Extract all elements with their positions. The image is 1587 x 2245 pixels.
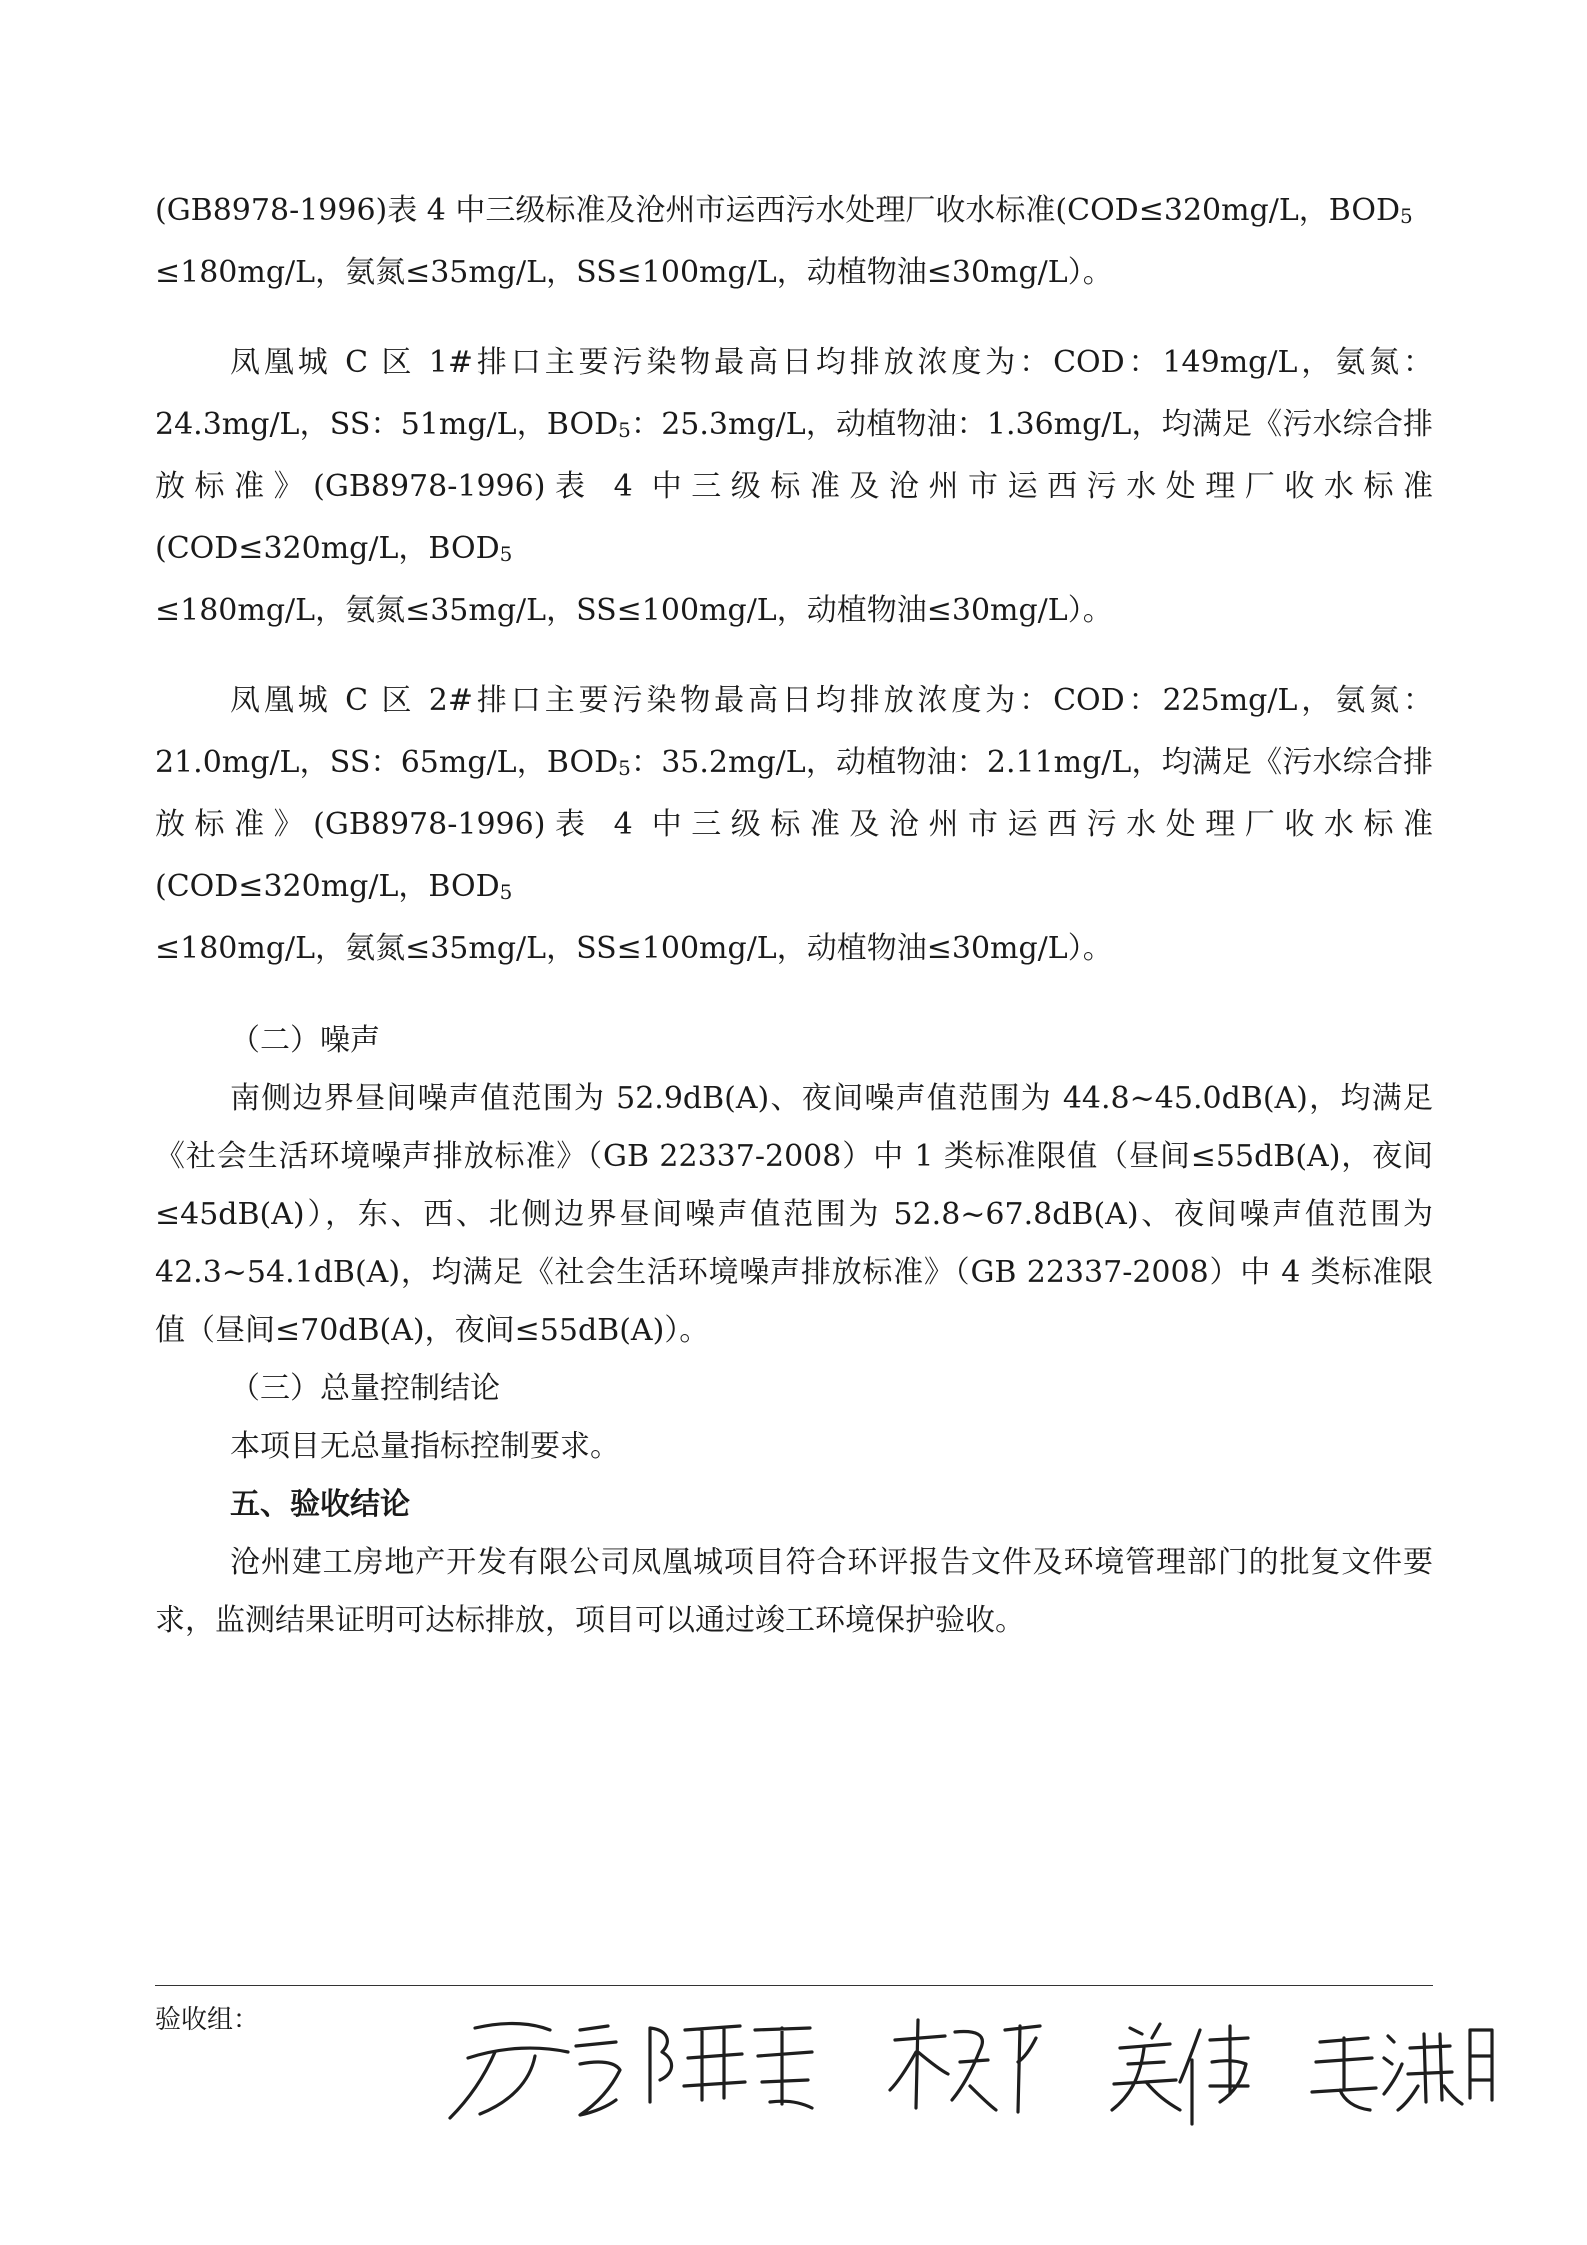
subscript: 5 [618, 418, 631, 442]
heading-acceptance-conclusion: 五、验收结论 [230, 1487, 410, 1522]
paragraph-text: 凤凰城 C 区 2#排口主要污染物最高日均排放浓度为：COD：225mg/L，氨氮：21.0mg/L，SS：65mg/L，BOD [155, 683, 1433, 780]
signature-1 [450, 2024, 620, 2118]
handwritten-signatures [440, 1990, 1540, 2140]
signature-2 [650, 2026, 812, 2108]
paragraph-standard-continuation [155, 180, 1433, 304]
document-body [155, 180, 1433, 1650]
heading-noise: （二）噪声 [230, 1023, 380, 1058]
signature-3 [890, 2020, 1040, 2112]
signature-5 [1312, 2030, 1492, 2110]
signature-footer [155, 1985, 1433, 2035]
paragraph-text: ≤180mg/L，氨氮≤35mg/L，SS≤100mg/L，动植物油≤30mg/L）。 [155, 593, 1113, 628]
heading-total-control: （三）总量控制结论 [230, 1371, 500, 1406]
subscript: 5 [618, 756, 631, 780]
subscript: 5 [1400, 204, 1413, 228]
paragraph-noise: 南侧边界昼间噪声值范围为 52.9dB(A)、夜间噪声值范围为 44.8~45.0dB(A)，均满足《社会生活环境噪声排放标准》（GB 22337-2008）中 1 类标准限值（昼间≤55dB(A)，夜间≤45dB(A)），东、西、北侧边界昼间噪声值范围为 52.8~67.8dB(A)、夜间噪声值范围为 42.3~54.1dB(A)，均满足《社会生活环境噪声排放标准》（GB 22337-2008）中 4 类标准限值（昼间≤70dB(A)，夜间≤55dB(A)）。 [155, 1081, 1433, 1348]
paragraph-outlet-2 [155, 670, 1433, 980]
paragraph-text: ：35.2mg/L，动植物油：2.11mg/L，均满足《污水综合排放标准》(GB8978-1996)表 4 中三级标准及沧州市运西污水处理厂收水标准(COD≤320mg/L，BOD [155, 745, 1433, 904]
subscript: 5 [499, 542, 513, 566]
subscript: 5 [499, 880, 513, 904]
paragraph-text: 凤凰城 C 区 1#排口主要污染物最高日均排放浓度为：COD：149mg/L，氨氮：24.3mg/L，SS：51mg/L，BOD [155, 345, 1433, 442]
paragraph-total-control: 本项目无总量指标控制要求。 [230, 1429, 620, 1464]
paragraph-text: ：25.3mg/L，动植物油：1.36mg/L，均满足《污水综合排放标准》(GB8978-1996)表 4 中三级标准及沧州市运西污水处理厂收水标准(COD≤320mg/L，BOD [155, 407, 1433, 566]
acceptance-group-label: 验收组： [155, 2005, 260, 2035]
paragraph-text: ≤180mg/L，氨氮≤35mg/L，SS≤100mg/L，动植物油≤30mg/L）。 [155, 255, 1113, 290]
signature-4 [1112, 2024, 1248, 2124]
paragraph-acceptance-conclusion: 沧州建工房地产开发有限公司凤凰城项目符合环评报告文件及环境管理部门的批复文件要求，监测结果证明可达标排放，项目可以通过竣工环境保护验收。 [155, 1545, 1433, 1638]
footer-divider [155, 1985, 1433, 1986]
paragraph-text: (GB8978-1996)表 4 中三级标准及沧州市运西污水处理厂收水标准(COD≤320mg/L，BOD [155, 193, 1401, 228]
paragraph-text: ≤180mg/L，氨氮≤35mg/L，SS≤100mg/L，动植物油≤30mg/L）。 [155, 931, 1113, 966]
paragraph-outlet-1 [155, 332, 1433, 642]
